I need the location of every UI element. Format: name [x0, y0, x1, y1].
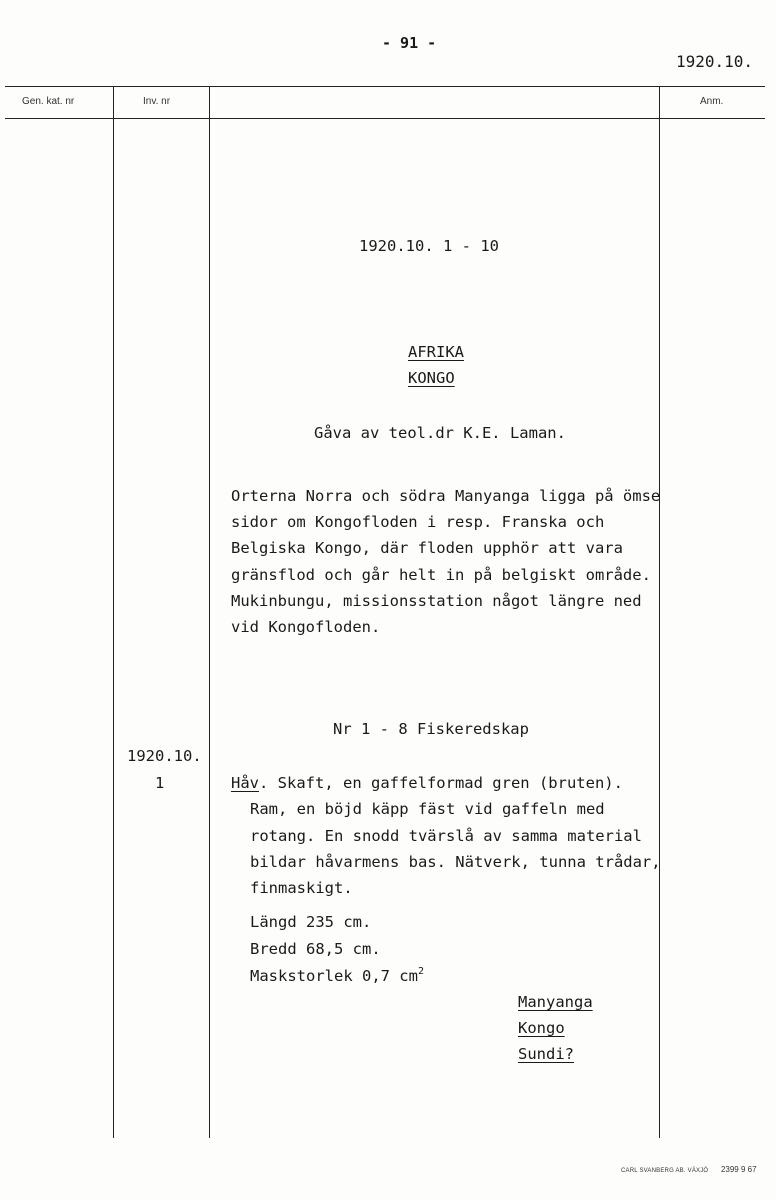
- page-number: - 91 -: [382, 34, 437, 52]
- printer-name: CARL SVANBERG AB. VÄXJÖ: [621, 1168, 709, 1174]
- description-line: Belgiska Kongo, där floden upphör att vara: [231, 539, 623, 557]
- location-line: Manyanga: [518, 993, 593, 1011]
- item-description-line: bildar håvarmens bas. Nätverk, tunna trådar,: [250, 853, 661, 871]
- mesh-size-label: Maskstorlek 0,7 cm: [250, 967, 418, 985]
- donor-line: Gåva av teol.dr K.E. Laman.: [314, 424, 566, 442]
- description-line: Orterna Norra och södra Manyanga ligga på ömse: [231, 487, 661, 505]
- column-header-inv-nr: Inv. nr: [143, 96, 171, 107]
- description-line: Mukinbungu, missionsstation något längre ned: [231, 592, 642, 610]
- item-title-line: [231, 774, 623, 792]
- item-width: Bredd 68,5 cm.: [250, 940, 381, 958]
- item-length: Längd 235 cm.: [250, 913, 372, 931]
- item-mesh-size: [250, 966, 424, 985]
- inventory-number: 1: [155, 774, 165, 792]
- description-line: sidor om Kongofloden i resp. Franska och: [231, 513, 605, 531]
- mesh-size-exponent: 2: [417, 966, 425, 977]
- header-bottom-rule: [5, 118, 765, 119]
- item-title: Håv: [231, 774, 259, 792]
- country-heading: KONGO: [408, 369, 455, 387]
- column-header-anm: Anm.: [700, 96, 724, 107]
- item-description-line: finmaskigt.: [250, 879, 353, 897]
- column-divider-1: [113, 86, 114, 1138]
- group-heading: Nr 1 - 8 Fiskeredskap: [333, 720, 529, 738]
- column-divider-2: [209, 86, 210, 1138]
- item-description-line: rotang. En snodd tvärslå av samma material: [250, 827, 642, 845]
- catalog-year: 1920.10.: [676, 52, 754, 71]
- column-divider-3: [659, 86, 660, 1138]
- continent-heading: AFRIKA: [408, 343, 464, 361]
- form-code: 2399 9 67: [720, 1165, 757, 1174]
- entry-range: 1920.10. 1 - 10: [359, 237, 499, 255]
- description-line: gränsflod och går helt in på belgiskt område.: [231, 566, 651, 584]
- column-header-gen-kat-nr: Gen. kat. nr: [22, 96, 75, 107]
- location-line: Sundi?: [518, 1045, 574, 1063]
- item-title-rest: . Skaft, en gaffelformad gren (bruten).: [259, 774, 623, 792]
- location-line: Kongo: [518, 1019, 565, 1037]
- header-top-rule: [5, 86, 765, 87]
- printer-mark: [621, 1157, 757, 1176]
- inventory-prefix: 1920.10.: [127, 747, 202, 765]
- description-line: vid Kongofloden.: [231, 618, 381, 636]
- item-description-line: Ram, en böjd käpp fäst vid gaffeln med: [250, 800, 605, 818]
